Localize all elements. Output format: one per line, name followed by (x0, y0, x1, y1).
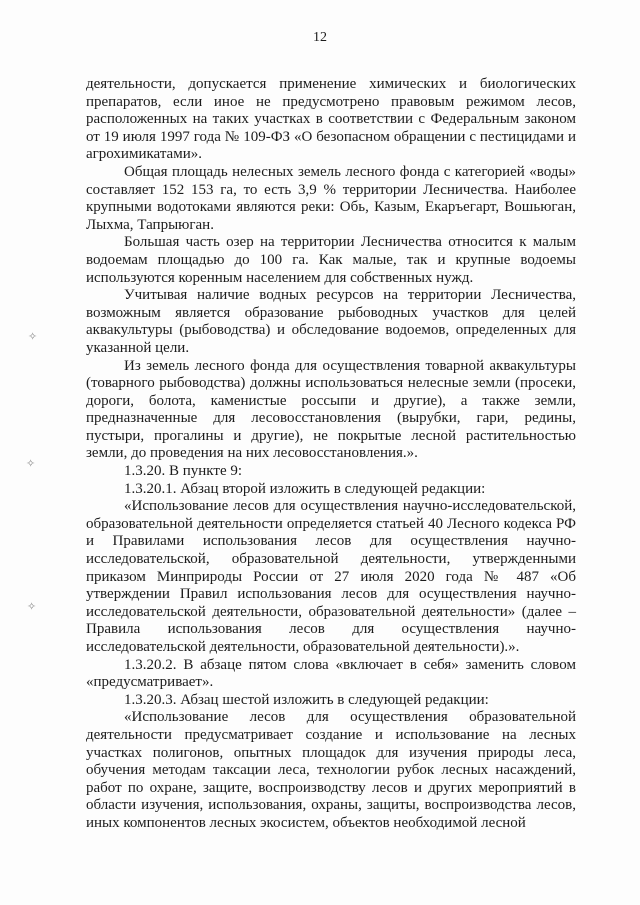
paragraph: Учитывая наличие водных ресурсов на территории Лесничества, возможным является образование рыбоводных участков для целей аквакультуры (рыбоводства) и обследование водоемов, определенных для указанной цели. (86, 287, 576, 356)
page-number: 12 (313, 30, 327, 45)
margin-punch-mark: ✧ (27, 600, 37, 613)
margin-punch-mark: ✧ (28, 330, 38, 343)
quoted-paragraph: «Использование лесов для осуществления образовательной деятельности предусматривает создание и использование на лесных участках полигонов, опытных площадок для изучения природы леса, обучения методам таксации леса, технологии рубок лесных насаждений, работ по охране, защите, воспроизводству лесов и других мероприятий в области изучения, использования, охраны, защиты, воспроизводства лесов, иных компонентов лесных экосистем, объектов необходимой лесной (86, 709, 576, 831)
paragraph: 1.3.20.3. Абзац шестой изложить в следующей редакции: (124, 691, 489, 708)
paragraph: 1.3.20.2. В абзаце пятом слова «включает в себя» заменить словом «предусматривает». (86, 656, 576, 691)
margin-punch-mark: ✧ (26, 457, 36, 470)
paragraph: Большая часть озер на территории Лесничества относится к малым водоемам площадью до 100 га. Как малые, так и крупные водоемы используются коренным населением для собственных нужд. (86, 234, 576, 286)
paragraph: 1.3.20.1. Абзац второй изложить в следующей редакции: (124, 480, 486, 497)
section-heading: 1.3.20. В пункте 9: (124, 463, 243, 480)
paragraph: Общая площадь нелесных земель лесного фонда с категорией «воды» составляет 152 153 га, то есть 3,9 % территории Лесничества. Наиболее крупными водотоками являются реки: Обь, Казым, Екаръегарт, Вошьюган, Лыхма, Тапрыюган. (86, 163, 576, 233)
paragraph: деятельности, допускается применение химических и биологических препаратов, если иное не предусмотрено правовым режимом лесов, расположенных на таких участках в соответствии с Федеральным законом от 19 июля 1997 года № 109-ФЗ «О безопасном обращении с пестицидами и агрохимикатами». (86, 76, 576, 163)
quoted-paragraph: «Использование лесов для осуществления научно-исследовательской, образовательной деятельности определяется статьей 40 Лесного кодекса РФ и Правилами использования лесов для осуществления научно-исследовательской, образовательной деятельности, утвержденными приказом Минприроды России от 27 июля 2020 года № 487 «Об утверждении Правил использования лесов для осуществления научно-исследовательской деятельности, образовательной деятельности» (далее – Правила использования лесов для осуществления научно-исследовательской деятельности, образовательной деятельности).». (86, 498, 576, 655)
paragraph: Из земель лесного фонда для осуществления товарной аквакультуры (товарного рыбоводства) должны использоваться нелесные земли (просеки, дороги, болота, каменистые россыпи и другие), а также земли, предназначенные для лесовосстановления (вырубки, гари, редины, пустыри, прогалины и другие), не покрытые лесной растительностью земли, до проведения на них лесовосстановления.». (86, 357, 576, 462)
document-body (86, 76, 576, 833)
